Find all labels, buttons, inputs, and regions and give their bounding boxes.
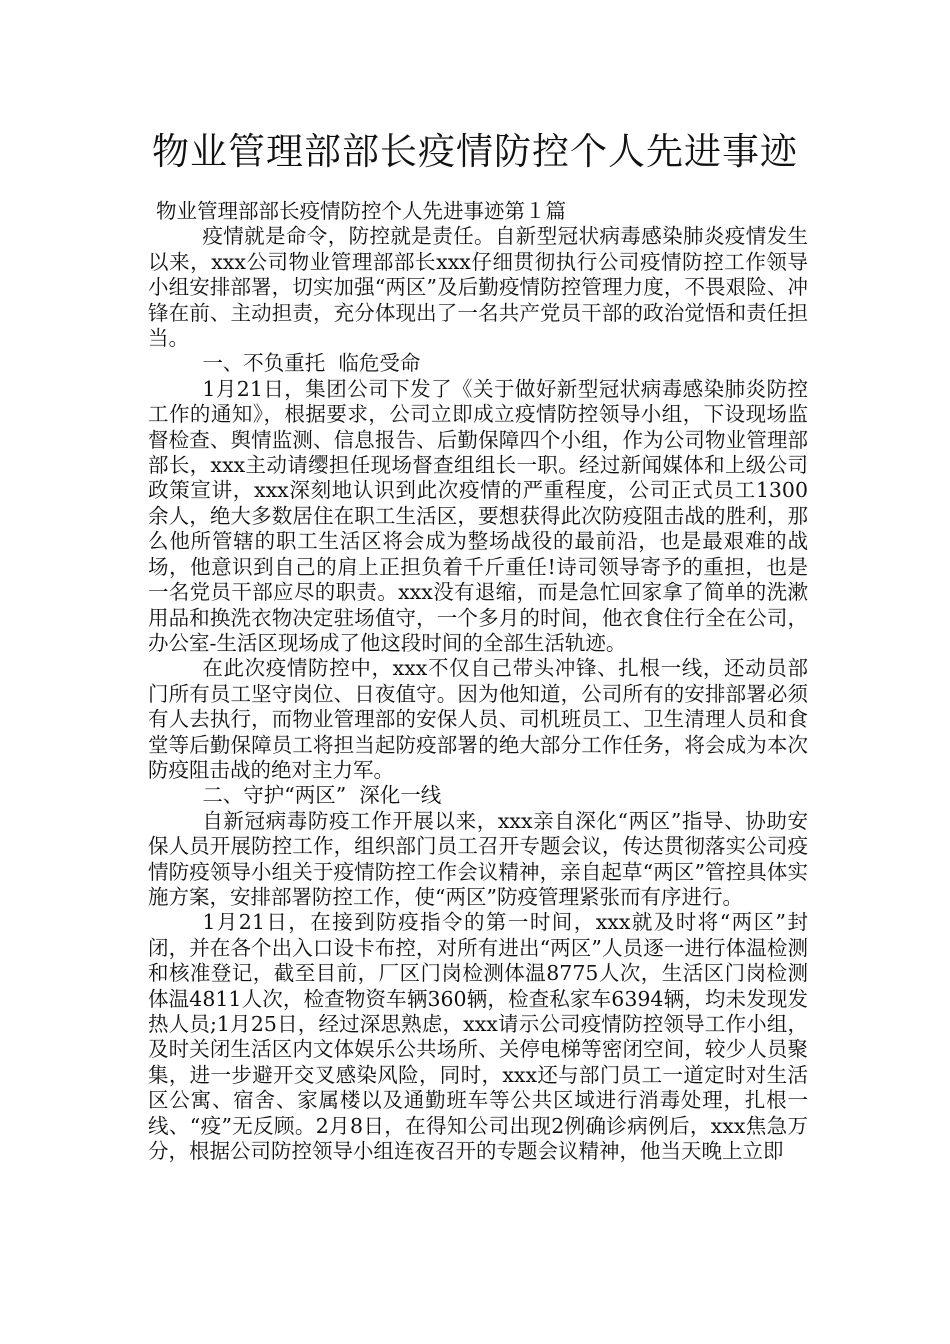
document-title: 物业管理部部长疫情防控个人先进事迹 xyxy=(152,130,798,173)
paragraph-section-1a: 1月21日，集团公司下发了《关于做好新型冠状病毒感染肺炎防控工作的通知》，根据要求，公司立即成立疫情防控领导小组，下设现场监督检查、舆情监测、信息报告、后勤保障四个小组，作为公司物业管理部部长，xxx主动请缨担任现场督查组组长一职。经过新闻媒体和上级公司政策宣讲，xxx深刻地认识到此次疫情的严重程度，公司正式员工1300余人，绝大多数居住在职工生活区，要想获得此次防疫阻击战的胜利，那么他所管辖的职工生活区将会成为整场战役的最前沿，也是最艰难的战场，他意识到自己的肩上正担负着千斤重任!诗司领导寄予的重担，也是一名党员干部应尽的职责。xxx没有退缩，而是急忙回家拿了简单的洗漱用品和换洗衣物决定驻场值守，一个多月的时间，他衣食住行全在公司，办公室-生活区现场成了他这段时间的全部生活轨迹。 xyxy=(148,376,808,655)
paragraph-section-2b: 1月21日，在接到防疫指令的第一时间，xxx就及时将“两区”封闭，并在各个出入口设卡布控，对所有进出“两区”人员逐一进行体温检测和核准登记，截至目前，厂区门岗检测体温8775人次，生活区门岗检测体温4811人次，检查物资车辆360辆，检查私家车6394辆，均未发现发热人员;1月25日，经过深思熟虑，xxx请示公司疫情防控领导工作小组，及时关闭生活区内文体娱乐公共场所、关停电梯等密闭空间，较少人员聚集，进一步避开交叉感染风险，同时，xxx还与部门员工一道定时对生活区公寓、宿舍、家属楼以及通勤班车等公共区域进行消毒处理，扎根一线、“疫”无反顾。2月8日，在得知公司出现2例确诊病例后，xxx焦急万分，根据公司防控领导小组连夜召开的专题会议精神，他当天晚上立即 xyxy=(148,910,808,1164)
paragraph-section-1b: 在此次疫情防控中，xxx不仅自己带头冲锋、扎根一线，还动员部门所有员工坚守岗位、日夜值守。因为他知道，公司所有的安排部署必须有人去执行，而物业管理部的安保人员、司机班员工、卫生清理人员和食堂等后勤保障员工将担当起防疫部署的绝大部分工作任务，将会成为本次防疫阻击战的绝对主力军。 xyxy=(148,656,808,782)
document-body xyxy=(148,199,808,1164)
paragraph-intro: 疫情就是命令，防控就是责任。自新型冠状病毒感染肺炎疫情发生以来，xxx公司物业管理部部长xxx仔细贯彻执行公司疫情防控工作领导小组安排部署，切实加强“两区”及后勤疫情防控管理力度，不畏艰险、冲锋在前、主动担责，充分体现出了一名共产党员干部的政治觉悟和责任担当。 xyxy=(148,224,808,351)
section-heading-1: 一、不负重托 临危受命 xyxy=(202,351,421,376)
document-subtitle: 物业管理部部长疫情防控个人先进事迹第１篇 xyxy=(156,199,566,223)
paragraph-section-2a: 自新冠病毒防疫工作开展以来，xxx亲自深化“两区”指导、协助安保人员开展防控工作，组织部门员工召开专题会议，传达贯彻落实公司疫情防疫领导小组关于疫情防控工作会议精神，亲自起草“两区”管控具体实施方案，安排部署防控工作，使“两区”防疫管理紧张而有序进行。 xyxy=(148,808,808,909)
section-heading-2: 二、守护“两区” 深化一线 xyxy=(202,783,442,808)
